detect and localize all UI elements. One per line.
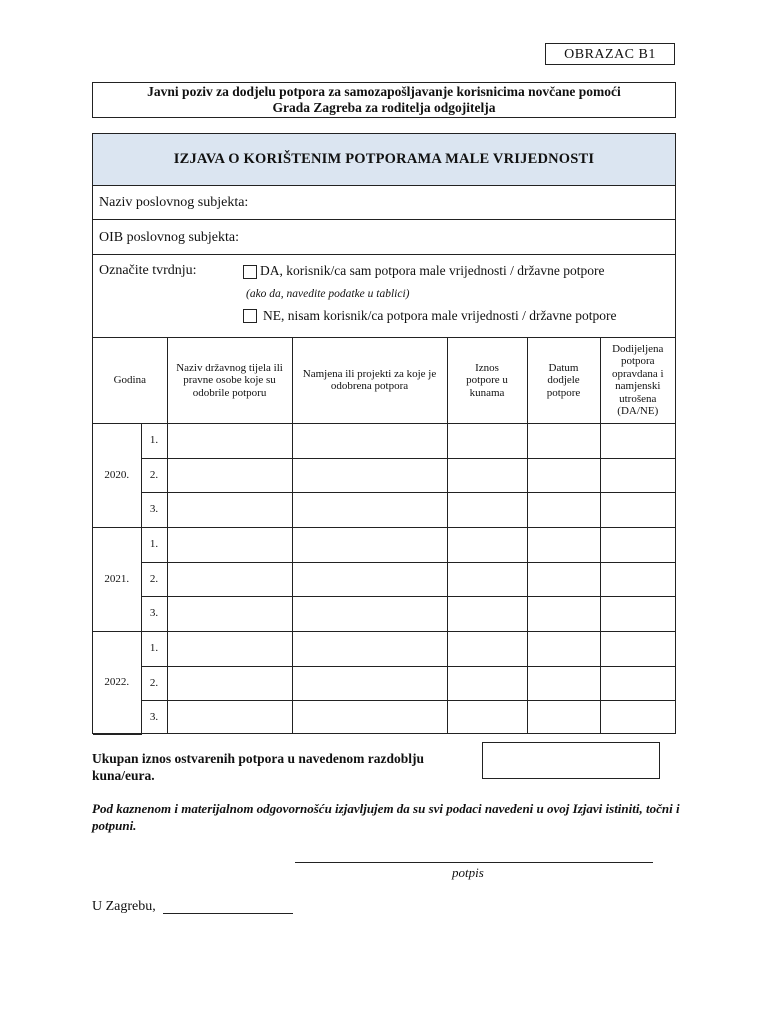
row-number: 2. (141, 666, 167, 700)
yes-option-text: DA, korisnik/ca sam potpora male vrijednosti / državne potpore (260, 263, 605, 278)
table-row (93, 562, 675, 596)
business-name-label: Naziv poslovnog subjekta: (99, 195, 249, 210)
legal-statement: Pod kaznenom i materijalnom odgovornošću izjavljujem da su svi podaci navedeni u ovoj Izjavi istiniti, točni i potpuni. (92, 801, 680, 833)
call-title-line1: Javni poziv za dodjelu potpora za samozapošljavanje korisnicima novčane pomoći (147, 84, 621, 99)
row-number: 3. (141, 700, 167, 734)
cell-date[interactable] (527, 631, 600, 666)
cell-purpose[interactable] (292, 666, 447, 700)
statement-row (93, 255, 675, 338)
cell-purpose[interactable] (292, 562, 447, 596)
signature-line[interactable] (295, 862, 653, 863)
row-number: 2. (141, 562, 167, 596)
cell-purpose[interactable] (292, 492, 447, 527)
cell-body[interactable] (167, 458, 292, 492)
cell-justified[interactable] (600, 700, 675, 734)
cell-body[interactable] (167, 527, 292, 562)
header-body: Naziv državnog tijela ili pravne osobe koje su odobrile potporu (167, 338, 292, 423)
yes-checkbox[interactable] (243, 265, 257, 279)
row-number: 1. (141, 527, 167, 562)
cell-body[interactable] (167, 562, 292, 596)
header-justified: Dodijeljena potpora opravdana i namjenski utrošena (DA/NE) (600, 338, 675, 423)
cell-purpose[interactable] (292, 527, 447, 562)
cell-justified[interactable] (600, 527, 675, 562)
cell-justified[interactable] (600, 562, 675, 596)
business-name-row[interactable] (93, 186, 675, 220)
form-code: OBRAZAC B1 (545, 43, 675, 65)
cell-amount[interactable] (447, 492, 527, 527)
cell-body[interactable] (167, 631, 292, 666)
table-row (93, 423, 675, 458)
date-line[interactable] (163, 913, 293, 914)
call-title-line2: Grada Zagreba za roditelja odgojitelja (272, 100, 496, 115)
statement-label: Označite tvrdnju: (99, 263, 197, 278)
cell-date[interactable] (527, 527, 600, 562)
header-purpose: Namjena ili projekti za koje je odobrena potpora (292, 338, 447, 423)
cell-amount[interactable] (447, 458, 527, 492)
yes-option-note: (ako da, navedite podatke u tablici) (246, 288, 410, 300)
table-row (93, 631, 675, 666)
cell-justified[interactable] (600, 423, 675, 458)
cell-purpose[interactable] (292, 700, 447, 734)
cell-date[interactable] (527, 492, 600, 527)
cell-body[interactable] (167, 492, 292, 527)
place-label: U Zagrebu, (92, 899, 156, 914)
cell-date[interactable] (527, 666, 600, 700)
header-date: Datum dodjele potpore (527, 338, 600, 423)
row-number: 3. (141, 492, 167, 527)
no-checkbox[interactable] (243, 309, 257, 323)
cell-date[interactable] (527, 423, 600, 458)
year-cell: 2021. (93, 527, 141, 631)
cell-body[interactable] (167, 423, 292, 458)
no-option-text: NE, nisam korisnik/ca potpora male vrijednosti / državne potpore (263, 308, 617, 323)
cell-amount[interactable] (447, 527, 527, 562)
table-row (93, 596, 675, 631)
cell-purpose[interactable] (292, 631, 447, 666)
row-number: 1. (141, 631, 167, 666)
cell-justified[interactable] (600, 492, 675, 527)
call-title-box (92, 82, 676, 118)
total-amount-field[interactable] (482, 742, 660, 779)
cell-purpose[interactable] (292, 596, 447, 631)
table-row (93, 527, 675, 562)
declaration-form (92, 133, 676, 734)
table-row (93, 700, 675, 734)
oib-row[interactable] (93, 220, 675, 255)
header-year: Godina (93, 338, 167, 423)
cell-justified[interactable] (600, 666, 675, 700)
oib-label: OIB poslovnog subjekta: (99, 230, 239, 245)
cell-date[interactable] (527, 562, 600, 596)
cell-body[interactable] (167, 666, 292, 700)
year-cell: 2020. (93, 423, 141, 527)
declaration-title: IZJAVA O KORIŠTENIM POTPORAMA MALE VRIJEDNOSTI (93, 134, 675, 186)
cell-date[interactable] (527, 700, 600, 734)
cell-justified[interactable] (600, 458, 675, 492)
cell-justified[interactable] (600, 631, 675, 666)
total-amount-label: Ukupan iznos ostvarenih potpora u navedenom razdoblju kuna/eura. (92, 751, 425, 783)
cell-amount[interactable] (447, 700, 527, 734)
cell-date[interactable] (527, 458, 600, 492)
cell-justified[interactable] (600, 596, 675, 631)
signature-label: potpis (452, 865, 484, 880)
cell-purpose[interactable] (292, 458, 447, 492)
row-number: 3. (141, 596, 167, 631)
row-number: 2. (141, 458, 167, 492)
table-row (93, 666, 675, 700)
cell-date[interactable] (527, 596, 600, 631)
year-cell: 2022. (93, 631, 141, 734)
cell-amount[interactable] (447, 596, 527, 631)
cell-body[interactable] (167, 596, 292, 631)
support-table (93, 338, 675, 735)
cell-amount[interactable] (447, 562, 527, 596)
header-amount: Iznos potpore u kunama (447, 338, 527, 423)
table-row (93, 492, 675, 527)
cell-body[interactable] (167, 700, 292, 734)
table-row (93, 458, 675, 492)
cell-amount[interactable] (447, 631, 527, 666)
cell-purpose[interactable] (292, 423, 447, 458)
row-number: 1. (141, 423, 167, 458)
table-header-row (93, 338, 675, 423)
cell-amount[interactable] (447, 423, 527, 458)
cell-amount[interactable] (447, 666, 527, 700)
